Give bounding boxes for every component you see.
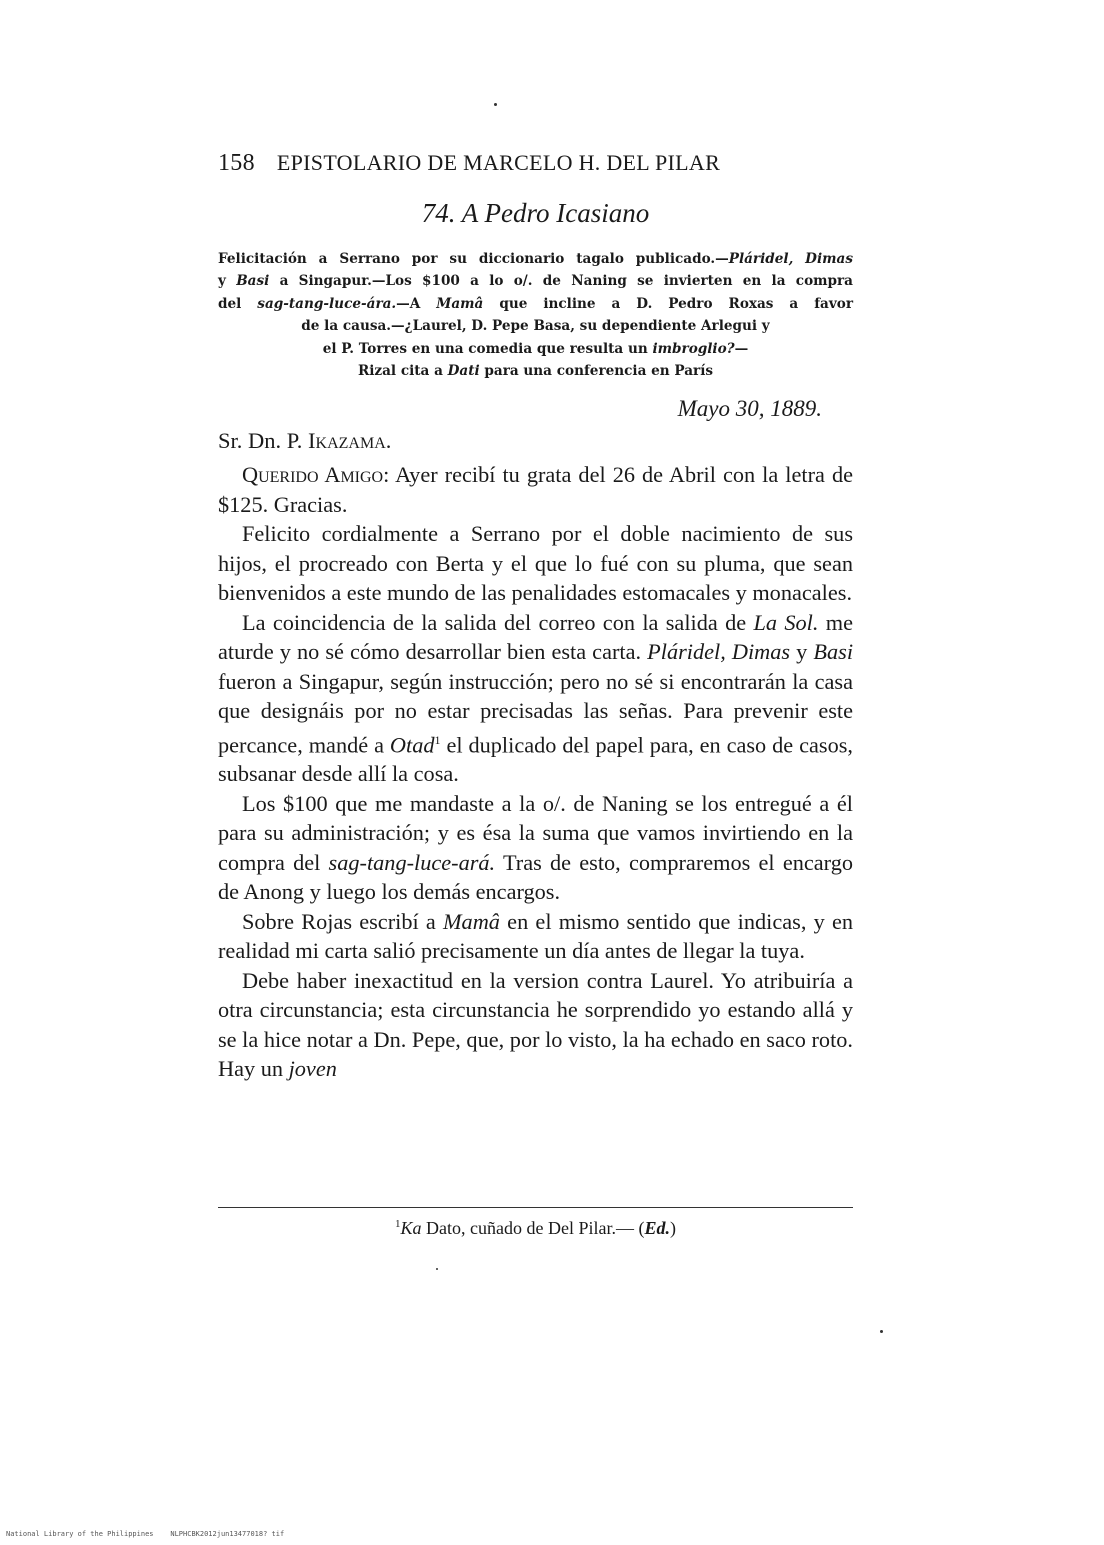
scan-library: National Library of the Philippines — [6, 1530, 154, 1538]
paragraph — [218, 608, 853, 789]
scan-code: NLPHCBK2012jun13477018? tif — [170, 1530, 285, 1538]
paragraph: Felicito cordialmente a Serrano por el doble nacimiento de sus hijos, el procreado con Berta y el que lo fué con su pluma, que sean bienvenidos a este mundo de las penalidades estomacales y monacales. — [218, 521, 853, 605]
paragraph-text: La coincidencia de la salida del correo con la salida de — [242, 609, 754, 635]
summary-line: y Basi a Singapur.—Los $100 a lo o/. de Naning se invierten en la compra — [218, 273, 853, 290]
footnote-text: ) — [669, 1218, 676, 1238]
paragraph-text: Los $100 que me mandaste a la o/. de Naning se los entregué a él para su administración; y es ésa la suma que vamos invirtiendo en la compra del — [218, 790, 853, 875]
recipient-prefix: Sr. Dn. P. — [218, 428, 309, 453]
footnote-italic: Ka — [400, 1218, 422, 1238]
summary-line: el P. Torres en una comedia que resulta un imbroglio?— — [322, 340, 749, 357]
footnote-reference: 1 — [434, 732, 441, 747]
greeting: Querido Amigo: — [242, 462, 390, 487]
paragraph-text: y — [790, 639, 814, 664]
letter-date: Mayo 30, 1889. — [677, 396, 822, 421]
italic-text: sag-tang-luce-ará. — [328, 849, 496, 875]
footnote-divider — [218, 1207, 853, 1208]
paragraph-text: fueron a Singapur, según instrucción; pero no sé si encontrarán la casa que designáis por no estar precisadas las señas. Para prevenir este percance, mandé a — [218, 668, 853, 757]
paragraph-text: en el mismo sentido que indicas, y en realidad mi carta salió precisamente un día antes de llegar la tuya. — [218, 908, 854, 964]
italic-text: La Sol. — [753, 609, 819, 635]
italic-text: Pláridel, Dimas — [647, 639, 791, 664]
paragraph-text: Ayer recibí tu grata del 26 de Abril con la letra de $125. Gracias. — [218, 462, 853, 517]
italic-text: joven — [288, 1056, 337, 1082]
paragraph-text: el duplicado del papel para, en caso de casos, subsanar desde allí la cosa. — [218, 731, 853, 787]
running-title: EPISTOLARIO DE MARCELO H. DEL PILAR — [276, 150, 721, 175]
summary-line: Felicitación a Serrano por su diccionario tagalo publicado.—Pláridel, Dimas — [218, 251, 853, 267]
page-number: 158 — [218, 150, 255, 176]
paragraph — [218, 966, 853, 1084]
scan-speck — [880, 1330, 883, 1333]
footnote-marker: 1 — [395, 1218, 401, 1230]
paragraph-text: Debe haber inexactitud en la version contra Laurel. Yo atribuiría a otra circunstancia; esta circunstancia he sorprendido yo estando allá y se la hice notar a Dn. Pepe, que, por lo visto, la ha echado en saco roto. Hay un — [218, 967, 853, 1082]
footnote — [218, 1218, 853, 1239]
recipient-line — [218, 428, 391, 454]
summary-line: Rizal cita a Dati para una conferencia en París — [357, 363, 714, 380]
letter-summary — [218, 248, 853, 382]
footnote-text: Dato, cuñado de Del Pilar.— ( — [421, 1218, 645, 1238]
recipient-name: Ikazama. — [308, 428, 392, 453]
summary-line: de la causa.—¿Laurel, D. Pepe Basa, su dependiente Arlegui y — [301, 318, 770, 335]
paragraph-text: Tras de esto, compraremos el encargo de Anong y luego los demás encargos. — [218, 849, 854, 905]
letter-body — [218, 460, 853, 1084]
letter-title: 74. A Pedro Icasiano — [421, 198, 650, 228]
scan-speck — [436, 1268, 438, 1270]
italic-text: Basi — [813, 639, 854, 664]
footnote-editor: Ed. — [644, 1218, 670, 1238]
summary-line: del sag-tang-luce-ára.—A Mamâ que incline a D. Pedro Roxas a favor — [218, 295, 853, 312]
scan-speck — [494, 103, 497, 106]
paragraph — [218, 789, 853, 907]
paragraph-text: Sobre Rojas escribí a — [242, 908, 443, 934]
running-header — [218, 150, 858, 177]
italic-text: Otad — [389, 731, 435, 757]
scan-footer — [6, 1530, 284, 1538]
paragraph — [218, 907, 853, 966]
paragraph — [218, 460, 853, 519]
paragraph-text: me aturde y no sé cómo desarrollar bien esta carta. — [218, 609, 853, 664]
italic-text: Mamâ — [442, 908, 500, 934]
